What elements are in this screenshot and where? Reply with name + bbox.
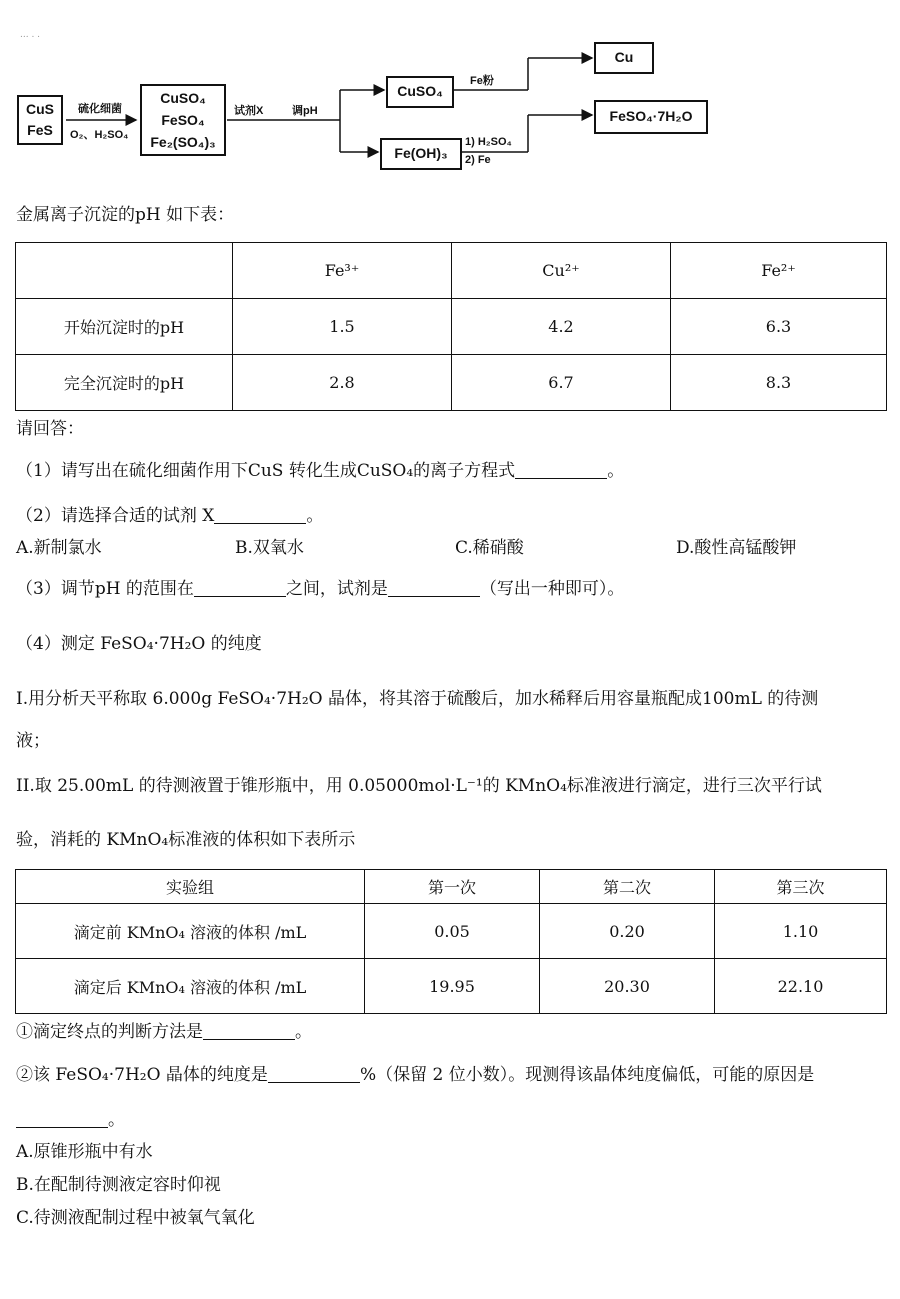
table-row bbox=[16, 904, 887, 959]
titration-cell: 20.30 bbox=[540, 959, 715, 1014]
step1-line2: 液； bbox=[16, 731, 50, 751]
flow-box-product: FeSO₄·7H₂O bbox=[594, 100, 708, 134]
step1-line1: I.用分析天平称取 6.000g FeSO₄·7H₂O 晶体，将其溶于硫酸后，加水稀释后用容量瓶配成100mL 的待测 bbox=[16, 689, 819, 709]
ph-cell: 4.2 bbox=[452, 299, 671, 355]
question-2-text: （2）请选择合适的试剂 X bbox=[16, 506, 215, 526]
flow-reagent-x: 试剂X bbox=[234, 105, 264, 117]
ph-cell: 6.7 bbox=[452, 355, 671, 411]
sub-question-2 bbox=[16, 1064, 814, 1086]
answer-blank bbox=[268, 1064, 360, 1083]
sub-question-1-end: 。 bbox=[295, 1022, 312, 1042]
table-row bbox=[16, 299, 887, 355]
table1-caption: 金属离子沉淀的pH 如下表： bbox=[16, 205, 235, 225]
titration-cell: 22.10 bbox=[715, 959, 887, 1014]
ph-cell: 6.3 bbox=[671, 299, 887, 355]
corner-mark: ... . . bbox=[20, 30, 41, 40]
question-3-text-c: （写出一种即可）。 bbox=[479, 579, 625, 599]
flow-box-feoh3: Fe(OH)₃ bbox=[380, 138, 462, 170]
sub-question-2-tail bbox=[16, 1109, 125, 1131]
titration-cell: 1.10 bbox=[715, 904, 887, 959]
flow-mid-feso4: FeSO₄ bbox=[161, 112, 205, 128]
choice-c: C.待测液配制过程中被氧气氧化 bbox=[16, 1208, 255, 1228]
choice-a: A.原锥形瓶中有水 bbox=[16, 1142, 153, 1162]
question-1-text: （1）请写出在硫化细菌作用下CuS 转化生成CuSO₄的离子方程式 bbox=[16, 461, 516, 481]
sub-question-2-end: 。 bbox=[108, 1110, 125, 1130]
answer-blank bbox=[388, 578, 480, 597]
q2-option-a: A.新制氯水 bbox=[16, 538, 102, 558]
ph-cell: 2.8 bbox=[233, 355, 452, 411]
ph-table-header bbox=[16, 243, 887, 299]
flow-mid-fe2so43: Fe₂(SO₄)₃ bbox=[150, 134, 216, 150]
prompt-text: 请回答： bbox=[16, 419, 84, 439]
sub-question-1-text: ①滴定终点的判断方法是 bbox=[16, 1022, 203, 1042]
ph-cell: 8.3 bbox=[671, 355, 887, 411]
titration-header-cell: 第一次 bbox=[365, 870, 540, 904]
flow-adjust-ph: 调pH bbox=[292, 105, 318, 117]
flow-box-start bbox=[17, 95, 63, 145]
sub-question-1 bbox=[16, 1021, 312, 1043]
titration-row-label: 滴定前 KMnO₄ 溶液的体积 /mL bbox=[16, 904, 365, 959]
flow-step1-bottom: O₂、H₂SO₄ bbox=[70, 129, 129, 141]
ph-header-fe2: Fe²⁺ bbox=[671, 243, 887, 299]
answer-blank bbox=[214, 505, 306, 524]
table-row bbox=[16, 355, 887, 411]
answer-blank bbox=[515, 460, 607, 479]
question-2 bbox=[16, 505, 323, 527]
ph-row-label: 开始沉淀时的pH bbox=[16, 299, 233, 355]
flow-box-cu: Cu bbox=[594, 42, 654, 74]
flow-box-cuso4: CuSO₄ bbox=[386, 76, 454, 108]
ph-header-blank bbox=[16, 243, 233, 299]
titration-cell: 19.95 bbox=[365, 959, 540, 1014]
flow-step-h2so4: 1) H₂SO₄ bbox=[465, 136, 512, 148]
titration-header-cell: 第三次 bbox=[715, 870, 887, 904]
question-1 bbox=[16, 460, 624, 482]
answer-blank bbox=[203, 1021, 295, 1040]
ph-cell: 1.5 bbox=[233, 299, 452, 355]
sub-question-2-text: ②该 FeSO₄·7H₂O 晶体的纯度是 bbox=[16, 1065, 268, 1085]
step2-line2: 验，消耗的 KMnO₄标准液的体积如下表所示 bbox=[16, 830, 356, 850]
question-3-text-a: （3）调节pH 的范围在 bbox=[16, 579, 194, 599]
titration-table bbox=[15, 869, 887, 1014]
flow-step-fe: 2) Fe bbox=[465, 154, 491, 166]
q2-option-c: C.稀硝酸 bbox=[455, 538, 524, 558]
flow-step1-top: 硫化细菌 bbox=[78, 103, 122, 115]
flow-box-mid bbox=[140, 84, 226, 156]
table-row bbox=[16, 959, 887, 1014]
titration-header-cell: 实验组 bbox=[16, 870, 365, 904]
question-1-end: 。 bbox=[607, 461, 625, 481]
question-3 bbox=[16, 578, 624, 600]
ph-table bbox=[15, 242, 887, 411]
q2-option-d: D.酸性高锰酸钾 bbox=[676, 538, 797, 558]
flow-mid-cuso4: CuSO₄ bbox=[160, 90, 206, 106]
flow-fe-powder: Fe粉 bbox=[470, 75, 494, 87]
titration-row-label: 滴定后 KMnO₄ 溶液的体积 /mL bbox=[16, 959, 365, 1014]
question-3-text-b: 之间，试剂是 bbox=[285, 579, 388, 599]
titration-cell: 0.05 bbox=[365, 904, 540, 959]
q2-option-b: B.双氧水 bbox=[235, 538, 304, 558]
flow-start-fes: FeS bbox=[27, 122, 53, 138]
titration-cell: 0.20 bbox=[540, 904, 715, 959]
sub-question-2-cont: %（保留 2 位小数）。现测得该晶体纯度偏低，可能的原因是 bbox=[359, 1065, 815, 1085]
question-4: （4）测定 FeSO₄·7H₂O 的纯度 bbox=[16, 634, 262, 654]
titration-header-cell: 第二次 bbox=[540, 870, 715, 904]
ph-header-fe3: Fe³⁺ bbox=[233, 243, 452, 299]
choice-b: B.在配制待测液定容时仰视 bbox=[16, 1175, 221, 1195]
flow-start-cus: CuS bbox=[26, 101, 54, 117]
answer-blank bbox=[16, 1109, 108, 1128]
ph-row-label: 完全沉淀时的pH bbox=[16, 355, 233, 411]
titration-header bbox=[16, 870, 887, 904]
answer-blank bbox=[194, 578, 286, 597]
question-2-end: 。 bbox=[306, 506, 324, 526]
ph-header-cu2: Cu²⁺ bbox=[452, 243, 671, 299]
step2-line1: II.取 25.00mL 的待测液置于锥形瓶中，用 0.05000mol·L⁻¹的 KMnO₄标准液进行滴定，进行三次平行试 bbox=[16, 776, 822, 796]
